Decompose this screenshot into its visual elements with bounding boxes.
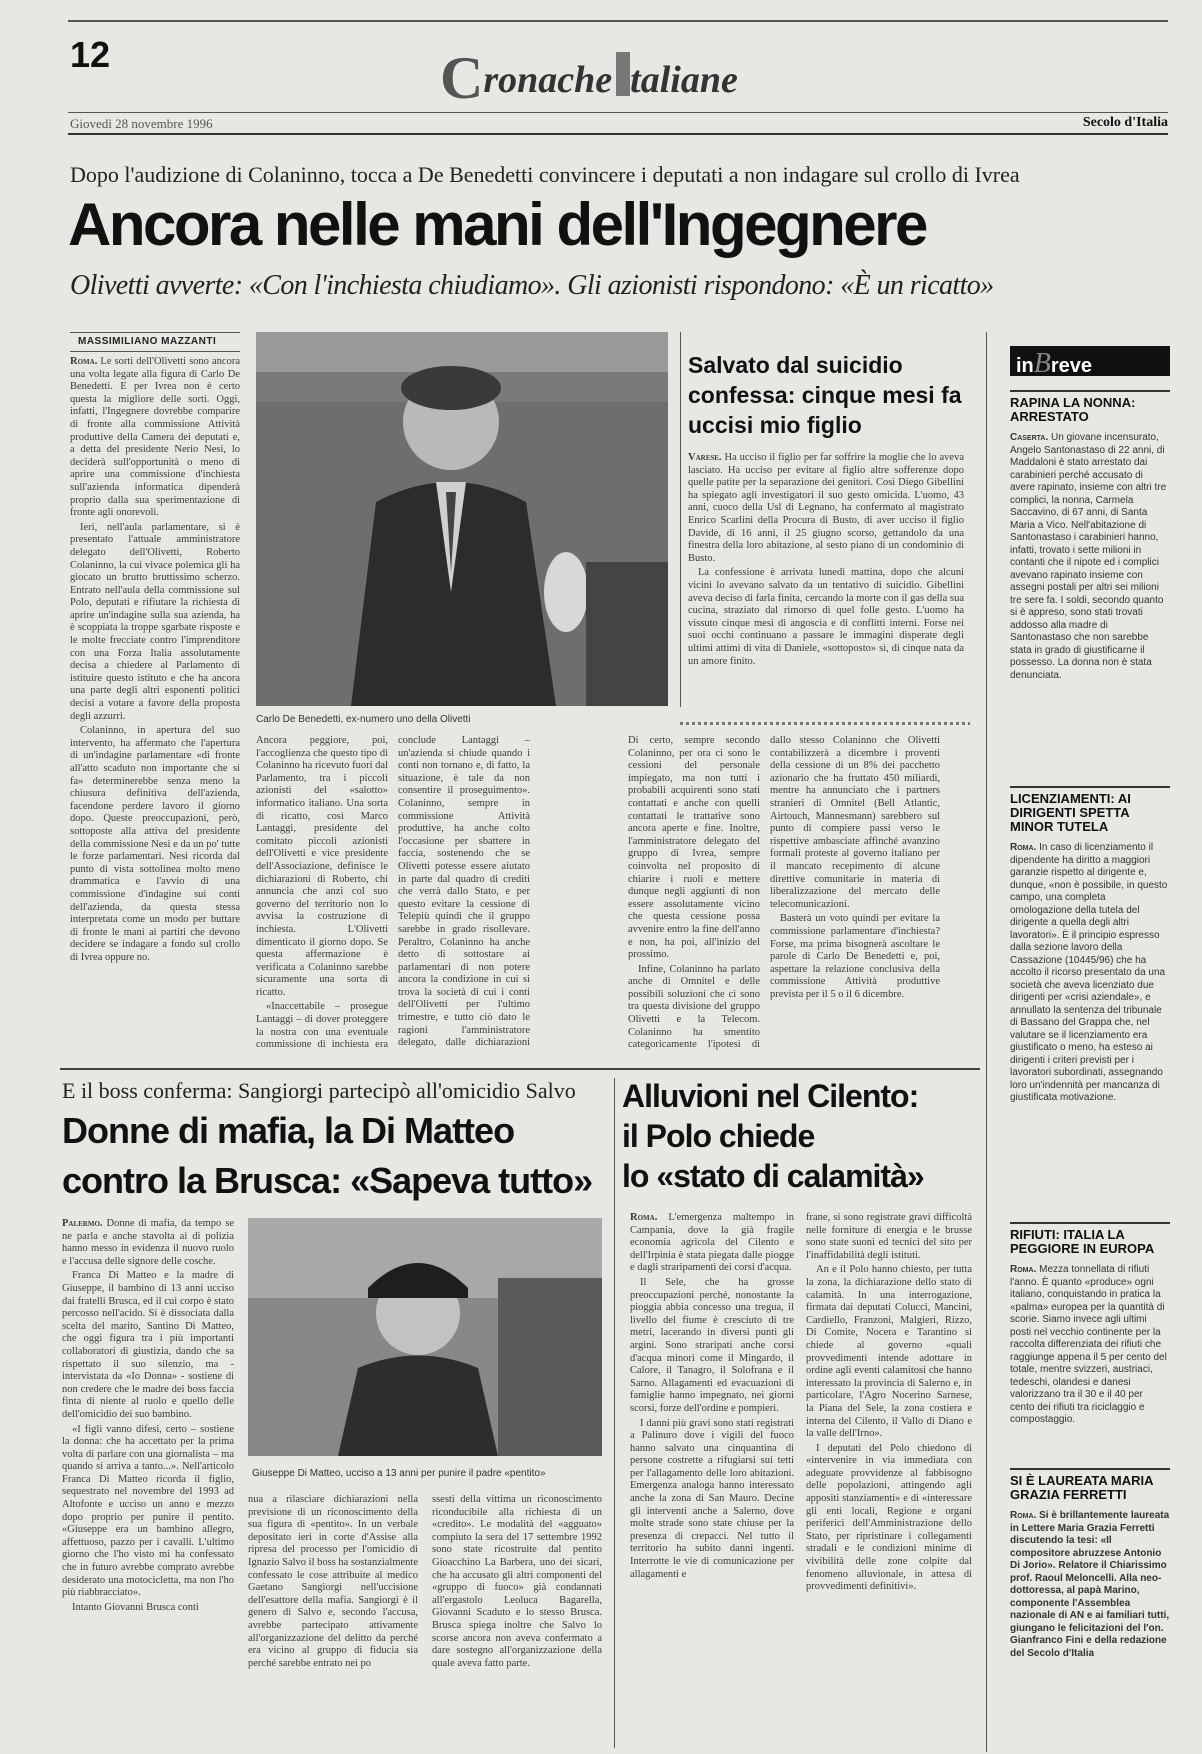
mafia-photo: [248, 1218, 602, 1456]
lead-photo: [256, 332, 668, 706]
byline-rule: [70, 332, 240, 333]
brief-1-title: RAPINA LA NONNA: ARRESTATO: [1010, 395, 1136, 424]
sidebar-vrule: [986, 332, 987, 1752]
suicide-vrule: [680, 332, 681, 707]
brief-4: [1010, 1468, 1170, 1660]
section-title: [440, 44, 738, 113]
lead-column-3: [398, 735, 530, 1050]
lead-col1-p3: Colaninno, in apertura del suo intervento, ha affermato che l'apertura di un'indagine parlamentare «di fronte all'atto scaduto non importante che si fa» determinerebbe senza meno la chiusura definitiva dell'azienda, facendone perdere lavoro il giorno dopo. Queste preoccupazioni, però, sottoposte alla attiva del presidente della commissione Nesi e da un po' tutte le forze parlamentari. Nesi ricorda dal punto di vista sottolinea molto meno drammatica e l'avvio di una commissione d'indagine sui conti dell'azienda, da questa stessa interpretata come un modo per buttare di fronte le mani ai partiti che devono decidere se indagare a fondo sul crollo di Ivrea oppure no.: [70, 725, 240, 963]
brief-2: [1010, 786, 1170, 1105]
mafia-headline: [62, 1106, 622, 1206]
lead-col5-p2: Basterà un voto quindi per evitare la commissione parlamentare d'inchiesta? Forse, ma prima bisognerà ascoltare le parole di Carlo De Benedetti e, poi, aspettare la relazione conclusiva della commissione Attività produttive prevista per il 5 o il 6 dicembre.: [770, 913, 940, 1000]
masthead-rule-1: [68, 112, 1168, 113]
paper-name: Secolo d'Italia: [1082, 115, 1168, 130]
lead-photo-caption: Carlo De Benedetti, ex-numero uno della Olivetti: [256, 714, 471, 725]
lead-col3-p1: conclude Lantaggi – un'azienda si chiude quando i conti non tornano e, di fatto, la situazione, è tale da non consentire il proseguimento». Colaninno, sempre in commissione Attività produttive, ha anche colto l'occasione per sbattere in faccia, sostenendo che se Olivetti potesse essere aiutato in parte dal quadro di crediti che verrà dallo Stato, e per questo evitare la cessione di Telepiù quindi che il gruppo sarebbe in grado risollevare. Peraltro, Colaninno ha anche detto di sottostare ai parlamentari di non potere ancora la condizione in cui si trova la società di cui i conti dell'Olivetti per l'ultimo trimestre, e tutto ciò dato le ragioni l'amministratore delegato, dalle dichiarazioni: [398, 735, 530, 1049]
cilento-vrule: [614, 1078, 615, 1748]
lead-col4-p1: Di certo, sempre secondo Colaninno, per ora ci sono le cessioni del personale impiegato, ma non tutti i probabili acquirenti sono stati contattati e anche con quelli contattati le trattative sono ancora aperte e fine. Inoltre, l'amministratore delegato del gruppo di Ivrea, sempre coinvolta nel proposito di chiarire i ruoli e mettere dunque negli aggiunti di non essere assolutamente vicino che questa cessione possa avvenire entro la fine dell'anno e non, ha poi, all'inizio del prossimo.: [628, 735, 760, 961]
byline-rule-2: [70, 351, 240, 352]
brief-2-title: LICENZIAMENTI: AI DIRIGENTI SPETTA MINOR TUTELA: [1010, 791, 1131, 834]
lead-dateline: Roma.: [70, 356, 98, 367]
lead-headline: Ancora nelle mani dell'Ingegnere: [68, 191, 926, 258]
suicide-p1: Ha ucciso il figlio per far soffrire la moglie che lo aveva lasciato. Ha ucciso per evitare al figlio altre sofferenze dopo quelle patite per la separazione dei genitori. Così Diego Gibellini ha spiegato agli investigatori il suo gesto omicida. L'uomo, 43 anni, cuoco della Usl di Legnano, ha confermato al magistrato Enrico Scarlini della Procura di Busto, di aver ucciso il figlio Davide, di 16 anni, il 25 giugno scorso, gettandolo da una finestra della loro abitazione, al sesto piano di un condominio di Busto.: [688, 452, 964, 564]
cilento-headline-line2: il Polo chiede: [622, 1118, 815, 1154]
lead-column-1: [70, 356, 240, 1056]
portrait-image: [256, 332, 668, 706]
lead-col1-p1: Le sorti dell'Olivetti sono ancora una volta legate alla figura di Carlo De Benedetti. E per Ivrea non è certo questa la migliore delle sorti. Oggi, infatti, l'Ingegnere dovrebbe comparire di fronte alla commissione Attività produttive della Camera dei deputati e, a detta del presidente Nerio Nesi, lo deciderà sull'opportunità o meno di aprire una commissione d'inchiesta sull'azienda informatica dipenderà proprio dalla sua sperimentazione di fronte agli onorevoli.: [70, 356, 240, 519]
lead-col1-p2: Ieri, nell'aula parlamentare, si è presentato l'attuale amministratore delegato dell'Olivetti, Roberto Colaninno, la cui vivace polemica gli ha giocato un brutto bruttissimo scherzo. Entrato nell'aula della commissione sul Polo, deputati e rifiutare la richiesta di aprire un'indagine sulla sua azienda, ha è scoppiata la troppe sgarbate risposte e le molte frecciate contro l'imprenditore con una Forza Italia assolutamente decisa a chiedere al Parlamento di istituire questo istituto e che ha ancora una parte degli altri esponenti politici decisi a votare a favore della proposta degli azzurri.: [70, 521, 240, 722]
mafia-headline-line1: Donne di mafia, la Di Matteo: [62, 1110, 515, 1151]
lead-col5-p1: dallo stesso Colaninno che Olivetti contabilizzerà a dicembre i proventi della cessione di un 8% dei pacchetto azionario che ha fruttato 450 miliardi, mentre ha annunciato che i partners stranieri di Omnitel (Bell Atlantic, Airtouch, Mannesmann) sarebbero sul punto di compiere passi verso le rispettive ambasciate affinché avanzino formali proteste al governo italiano per il mancato recepimento di alcune direttive comunitarie in materia di liberalizzazione del mercato delle telecomunicazioni.: [770, 735, 940, 910]
mafia-kicker: E il boss conferma: Sangiorgi partecipò all'omicidio Salvo: [62, 1078, 576, 1103]
mafia-column-3: ssesti della vittima un riconoscimento riconducibile alla richiesta di un «credito». Le modalità del «agguato» compiuto la sera del 17 settembre 1992 sono state ricostruite dal pentito Gioacchino La Barbera, uno dei sicari, che ha accusato gli altri componenti del «gruppo di fuoco» già condannati all'ergastolo Leoluca Bagarella, Giovanni Scaduto e lo stesso Brusca. Brusca spiega inoltre che Salvo lo scorse ancora non aveva confermato a dare sostegno all'organizzazione della quale aveva fatto parte.: [432, 1494, 602, 1669]
lead-col2-p2: «Inaccettabile – prosegue Lantaggi – di dover proteggere la nostra con una eventuale commissione di inchiesta era: [256, 1001, 388, 1050]
top-rule: [68, 20, 1168, 22]
lead-col4-p2: Infine, Colaninno ha parlato anche di Omnitel e delle possibili soluzioni che ci sono tra questa divisione del gruppo Olivetti e la Telecom. Colaninno ha smentito categoricamente l'ipotesi di: [628, 963, 760, 1050]
mafia-photo-caption: Giuseppe Di Matteo, ucciso a 13 anni per punire il padre «pentito»: [252, 1468, 546, 1479]
masthead-rule-2: [68, 133, 1168, 135]
lead-kicker: Dopo l'audizione di Colaninno, tocca a De Benedetti convincere i deputati a non indagare sul crollo di Ivrea: [70, 162, 1020, 187]
mafia-column-2: nua a rilasciare dichiarazioni nella previsione di un riconoscimento della sua figura di «pentito». In un verbale depositato ieri in corte d'Assise alla ripresa del processo per l'omicidio di Ignazio Salvo il boss ha sostanzialmente confessato le cose attribuite al medico Gaetano Sangiorgi nell'uccisione dell'esattore della mafia. Sangiorgi è il genero di Salvo e, secondo l'accusa, avrebbe partecipato attivamente all'organizzazione del delitto da perché era vicino al gruppo di fiducia sia perché sarebbe entrato nei po: [248, 1494, 418, 1669]
brief-3: [1010, 1222, 1170, 1427]
mafia-column-1: Palermo. Donne di mafia, da tempo se ne parla e anche stavolta ai di polizia hanno messo in evidenza il nuovo ruolo e l'accusa delle signore delle cosche. Franca Di Matteo e la madre di Giuseppe, il bambino di 13 anni ucciso dai fratelli Brusca, ed il cui corpo è stato percosso nell'acido. Si è dissociata dalla scelta del marito, Santino Di Matteo, che oggi figura tra i più importanti collaboratori di giustizia, dando che sa rispettato il suo silenzio, ma - intervistata da «Io Donna» - sostiene di non credere che le madre dei boss faccia finta di niente al ruolo e quello delle dell'omicidio dei suo bambino. «I figli vanno difesi, certo – sostiene la donna: che ha accettato per la prima volta di parlare con una giornalista – ma quando si arriva a tanto...». Nell'articolo Franca Di Matteo ricorda il figlio, sequestrato nel novembre del 1993 ad Altofonte e ucciso un anno e mezzo dopo proprio per punire il pentito. «Giuseppe era un bambino allegro, affettuoso, pazzo per i cavalli. L'ultimo giorno che l'ho visto mi ha confessato che in futuro avrebbe comprato avrebbe desiderato una motocicletta, ma non l'ho più riabbracciato». Intanto Giovanni Brusca conti: [62, 1218, 234, 1613]
cilento-headline-line1: Alluvioni nel Cilento:: [622, 1078, 919, 1114]
suicide-headline: Salvato dal suicidio confessa: cinque mesi fa uccisi mio figlio: [688, 352, 962, 438]
issue-date: Giovedì 28 novembre 1996: [70, 116, 213, 131]
cilento-headline: [622, 1076, 982, 1196]
in-breve-prefix: in: [1016, 355, 1034, 377]
in-breve-initial: B: [1033, 348, 1051, 379]
in-breve-rest: reve: [1050, 355, 1093, 377]
brief-3-text: Roma. Mezza tonnellata di rifiuti l'anno. È quanto «produce» ogni italiano, conquistando in pratica la «palma» europea per la quantità di scorie. Siamo invece agli ultimi posti nel vecchio continente per la raccolta differenziata dei rifiuti che raggiunge appena il 5 per cento del totale, mentre svizzeri, austriaci, tedeschi, olandesi e danesi valorizzano tra il 30 e il 40 per cento dei rifiuti tra riciclaggio e compostaggio.: [1010, 1264, 1167, 1425]
brief-3-title: RIFIUTI: ITALIA LA PEGGIORE IN EUROPA: [1010, 1227, 1155, 1256]
lead-column-5: [770, 735, 940, 1050]
brief-4-title: SI È LAUREATA MARIA GRAZIA FERRETTI: [1010, 1473, 1153, 1502]
section-word-1: ronache: [483, 59, 613, 101]
lead-subhead: Olivetti avverte: «Con l'inchiesta chiudiamo». Gli azionisti rispondono: «È un ricatto»: [70, 270, 994, 301]
brief-4-text: Roma. Si è brillantemente laureata in Lettere Maria Grazia Ferretti discutendo la tesi: «Il compositore abruzzese Antonio Di Jorio». Relatore il Chiarissimo prof. Raoul Meloncelli. Alla neo-dottoressa, al papà Marino, componente l'Assemblea nazionale di AN e ai familiari tutti, giungano le felicitazioni del l'on. Gianfranco Fini e della redazione del Secolo d'Italia: [1010, 1510, 1170, 1659]
in-breve-banner: [1010, 346, 1170, 379]
section-divider: [60, 1068, 980, 1070]
mafia-dateline: Palermo.: [62, 1218, 103, 1229]
brief-1: [1010, 390, 1170, 682]
lead-byline: MASSIMILIANO MAZZANTI: [78, 336, 217, 347]
suicide-dateline: Varese.: [688, 452, 722, 463]
cilento-column-2: frane, si sono registrate gravi difficoltà nelle forniture di energia e le brusse sono state suoni ed tecnici del sito per l'inaffidabilità degli istituti. An e il Polo hanno chiesto, per tutta la zona, la dichiarazione dello stato di calamità. In una interrogazione, firmata dai deputati Colucci, Mancini, Cardiello, Franzoni, Malgieri, Rizzo, Di Comite, Nocera e Tarantino si chiede al governo «quali provvedimenti intende adottare in ordine agli eventi calamitosi che hanno interessato la provincia di Salerno e, in particolare, l'Agro Nocerino Sarnese, la Piana del Sele, la zona costiera e interna del Cilento, il Vallo di Diano e la valle dell'Irno». I deputati del Polo chiedono di «intervenire in via immediata con adeguate provvidenze al fabbisogno delle popolazioni, attingendo agli appositi stanziamenti» e di «interessare gli enti locali, Regione e organi periferici dell'Amministrazione dello Stato, per ripristinare i collegamenti stradali e le condizioni minime di vivibilità delle zone colpite dal fenomeno alluvionale, in attesa di provvedimenti definitivi».: [806, 1212, 972, 1593]
dotted-rule: [680, 722, 970, 725]
suicide-text: [688, 452, 964, 710]
cilento-headline-line3: lo «stato di calamità»: [622, 1158, 924, 1194]
suicide-p2: La confessione è arrivata lunedì mattina, dopo che alcuni vicini lo avevano salvato da un tentativo di suicidio. Gibellini aveva deciso di farla finita, cercando la morte con il gas della sua cucina, straziato dal rimorso di quel folle gesto. L'uomo ha vissuto cinque mesi di angoscia e di conflitti interni. Forse nei suoi occhi continuano a passare le immagini disperate degli ultimi attimi di vita di Daniele, «sottoposto» sì, di cinque nata da un amore finito.: [688, 567, 964, 667]
cilento-dateline: Roma.: [630, 1212, 658, 1223]
brief-1-text: Caserta. Un giovane incensurato, Angelo Santonastaso di 22 anni, di Maddaloni è stato arrestato dai carabinieri perché accusato di avere rapinato, insieme con altri tre complici, la nonna, Carmela Saccavino, di 67 anni, di Santa Maria a Vico. Nell'abitazione di Santonastaso i carabinieri hanno, infatti, trovato i sette milioni in contanti che il nipote ed i complici avevano rapinato insieme con assegni postali per altri sei milioni tre sere fa. I soldi, secondo quanto si è appreso, sono stati trovati addosso alla madre di Santonastaso che non sarebbe stata in grado di giustificarne il possesso. La donna non è stata denunciata.: [1010, 432, 1167, 681]
section-initial-1: C: [440, 45, 484, 111]
lead-column-4: [628, 735, 760, 1050]
brief-2-text: Roma. In caso di licenziamento il dipendente ha diritto a maggiori garanzie rispetto al dirigente e, dunque, «non è possibile, in questo campo, una completa omologazione della tutela del dirigente a quella degli altri lavoratori». È il principio espresso dalla sezione lavoro della Cassazione (10445/96) che ha accolto il ricorso presentato da una società che aveva licenziato due dirigenti per «crisi aziendale», e annullato la sentenza del tribunale di Bassano del Grappa che, nel valutare se il licenziamento era giustificato o meno, ha esteso ai dirigenti i criteri previsti per i lavoratori subordinati, assegnando loro un'indennità per mancanza di giustificata motivazione.: [1010, 842, 1168, 1103]
mafia-headline-line2: contro la Brusca: «Sapeva tutto»: [62, 1160, 593, 1201]
cilento-column-1: Roma. L'emergenza maltempo in Campania, dove la già fragile economia agricola del Cilento e dell'Irpinia è stata piegata dalle piogge e dagli straripamenti dei corsi d'acqua. Il Sele, che ha grosse preoccupazioni perché, nonostante la pioggia abbia concesso una tregua, il livello del fiume è cresciuto di tre metri, lacerando in diversi punti gli argini. Sono straripati anche corsi d'acqua minori come il Mingardo, il Calore, il Tanagro, il Solofrana e il Sarno. Allagamenti ed evacuazioni di famiglie hanno impegnato, nei giorni scorsi, forze dell'ordine e pompieri. I danni più gravi sono stati registrati a Palinuro dove i vigili del fuoco hanno salvato una cinquantina di persone costrette a rifugiarsi sui tetti per l'allagamento delle loro abitazioni. Emergenza analoga hanno interessato anche la zona di San Mauro. Decine gli interventi anche a Salerno, dove molte strade sono state chiuse per la presenza di crepacci. Nel tutto il territorio ha subito danni ingenti. Interrotte le vie di comunicazione per allagamenti e: [630, 1212, 794, 1580]
section-word-2: taliane: [630, 59, 738, 101]
lead-col2-p1: Ancora peggiore, poi, l'accoglienza che questo tipo di Colaninno ha ricevuto fuori dal Parlamento, tra i piccoli azionisti del «salotto» informatico italiano. Una sorta di ricatto, così Marco Lantaggi, presidente del comitato piccoli azionisti dell'Olivetti e vice presidente dell'Associazione, definisce le dichiarazioni di Roberto, chi annuncia che anzi col suo governo del territorio non lo avvisa la costruzione di inchiesta. L'Olivetti dimenticato il giorno dopo. Se questa affermazione è verificata a Colaninno sarebbe sicuramente una sorta di ricatto.: [256, 735, 388, 998]
section-initial-2-bar: [616, 52, 630, 96]
lead-column-2: [256, 735, 388, 1050]
boy-portrait-image: [248, 1218, 602, 1456]
page-number: 12: [70, 34, 111, 75]
